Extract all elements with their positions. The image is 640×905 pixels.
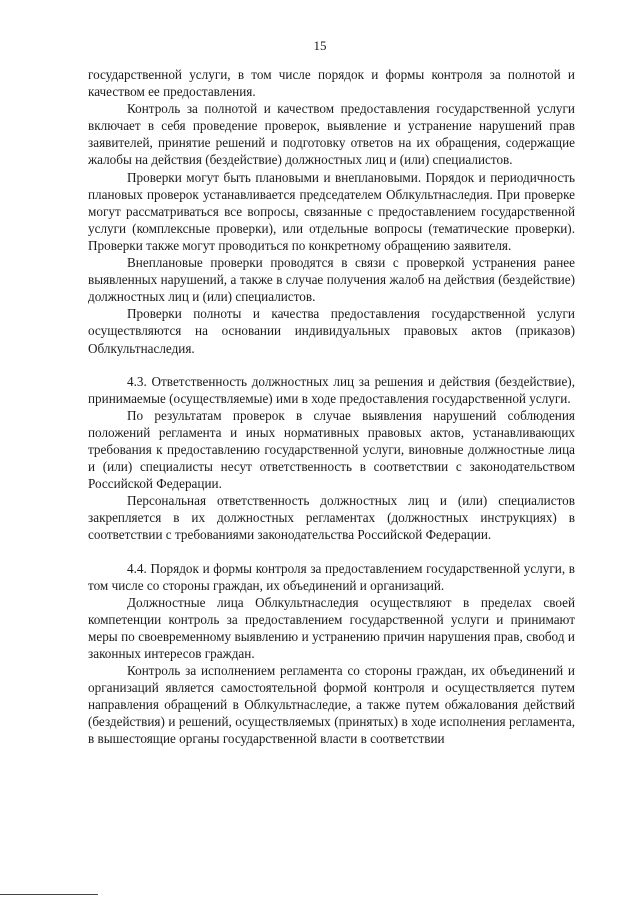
paragraph-continuation: государственной услуги, в том числе порядок и формы контроля за полнотой и качеством ее предоставления. <box>88 67 575 100</box>
paragraph-inspection-types: Проверки могут быть плановыми и внеплановыми. Порядок и периодичность плановых проверок устанавливается председателем Облкультнаследия. При проверке могут рассматриваться все вопросы, связанные с предоставлением государственной услуги (комплексные проверки), или отдельные вопросы (тематические проверки). Проверки также могут проводиться по конкретному обращению заявителя. <box>88 169 575 253</box>
paragraph-officials-control: Должностные лица Облкультнаследия осуществляют в пределах своей компетенции контроль за предоставлением государственной услуги и принимают меры по своевременному выявлению и устранению причин нарушения прав, свобод и законных интересов граждан. <box>88 594 575 661</box>
paragraph-unscheduled-inspections: Внеплановые проверки проводятся в связи с проверкой устранения ранее выявленных нарушений, а также в случае получения жалоб на действия (бездействие) должностных лиц и (или) специалистов. <box>88 255 575 305</box>
paragraph-personal-responsibility: Персональная ответственность должностных лиц и (или) специалистов закрепляется в их должностных регламентах (должностных инструкциях) в соответствии с требованиями законодательства Российской Федерации. <box>88 493 575 543</box>
footnote-separator-line <box>0 894 98 895</box>
paragraph-inspection-basis: Проверки полноты и качества предоставления государственной услуги осуществляются на основании индивидуальных правовых актов (приказов) Облкультнаследия. <box>88 306 575 356</box>
section-heading-4-3: 4.3. Ответственность должностных лиц за решения и действия (бездействие), принимаемые (осуществляемые) ими в ходе предоставления государственной услуги. <box>88 373 575 406</box>
page-number: 15 <box>313 38 327 53</box>
document-body <box>88 66 575 748</box>
section-heading-4-4: 4.4. Порядок и формы контроля за предоставлением государственной услуги, в том числе со стороны граждан, их объединений и организаций. <box>88 560 575 593</box>
paragraph-citizen-control: Контроль за исполнением регламента со стороны граждан, их объединений и организаций является самостоятельной формой контроля и осуществляется путем направления обращений в Облкультнаследие, а также путем обжалования действий (бездействия) и решений, осуществляемых (принятых) в ходе исполнения регламента, в вышестоящие органы государственной власти в соответствии <box>88 663 575 747</box>
paragraph-liability: По результатам проверок в случае выявления нарушений соблюдения положений регламента и иных нормативных правовых актов, устанавливающих требования к предоставлению государственной услуги, виновные должностные лица и (или) специалисты несут ответственность в соответствии с законодательством Российской Федерации. <box>88 407 575 492</box>
paragraph-control-scope: Контроль за полнотой и качеством предоставления государственной услуги включает в себя проведение проверок, выявление и устранение нарушений прав заявителей, принятие решений и подготовку ответов на их обращения, содержащие жалобы на действия (бездействие) должностных лиц и (или) специалистов. <box>88 101 575 168</box>
